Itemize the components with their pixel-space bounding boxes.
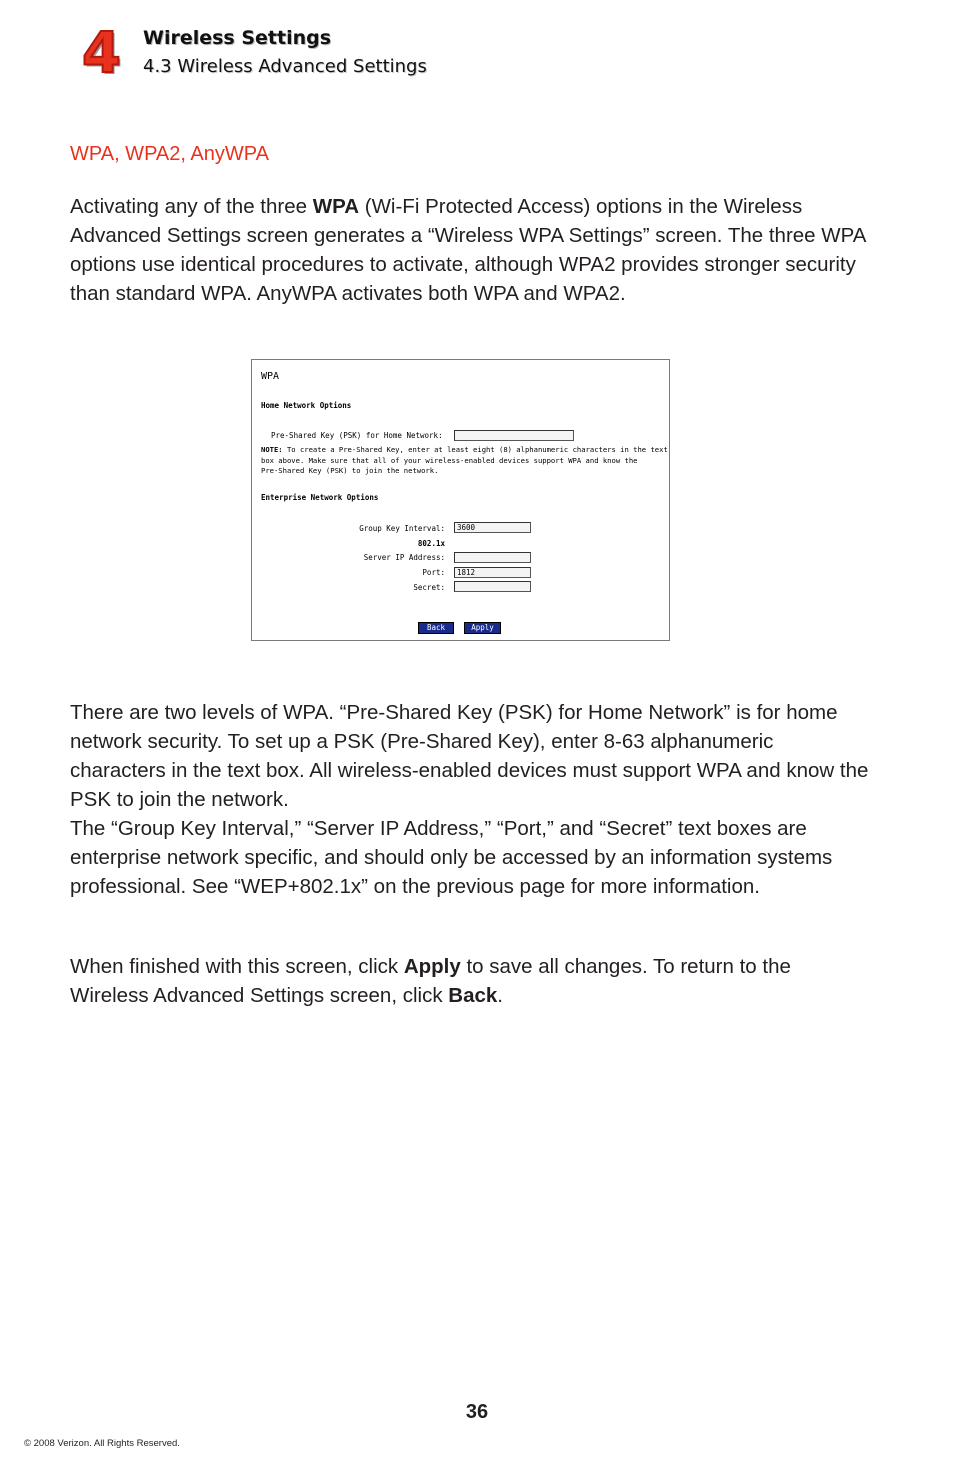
psk-label: Pre-Shared Key (PSK) for Home Network: — [271, 431, 443, 440]
section-subtitle: 4.3 Wireless Advanced Settings — [143, 56, 427, 77]
psk-input[interactable] — [454, 430, 574, 441]
port-label: Port: — [422, 568, 445, 577]
secret-input[interactable] — [454, 581, 531, 592]
group-key-input[interactable]: 3600 — [454, 522, 531, 533]
finish-instructions — [70, 952, 870, 1010]
finish-text-back: Back — [448, 984, 498, 1007]
note-line-3: Pre-Shared Key (PSK) to join the network. — [261, 466, 439, 475]
server-ip-label: Server IP Address: — [363, 553, 445, 562]
server-ip-input[interactable] — [454, 552, 531, 563]
psk-note — [261, 445, 668, 477]
wpa-settings-screenshot — [251, 359, 670, 641]
note-line-1: To create a Pre-Shared Key, enter at least eight (8) alphanumeric characters in the text — [282, 445, 668, 454]
note-label: NOTE: — [261, 445, 283, 454]
intro-text-wpa: WPA — [312, 195, 360, 218]
psk-explanation — [70, 698, 870, 901]
home-network-heading: Home Network Options — [261, 401, 352, 410]
page-number: 36 — [465, 1401, 489, 1423]
copyright-notice: © 2008 Verizon. All Rights Reserved. — [24, 1438, 180, 1449]
finish-text-c: to save all changes. To return to the Wireless Advanced Settings screen, click — [70, 955, 791, 1007]
section-heading: WPA, WPA2, AnyWPA — [70, 143, 269, 165]
chapter-number: 4 — [82, 21, 121, 86]
apply-button[interactable]: Apply — [464, 622, 501, 634]
psk-explanation-line-1: There are two levels of WPA. “Pre-Shared Key (PSK) for Home Network” is for home network security. To set up a PSK (Pre-Shared Key), enter 8-63 alphanumeric characters in the text box. All wireless-enabled devices must support WPA and know the PSK to join the network. — [70, 701, 869, 811]
enterprise-network-heading: Enterprise Network Options — [261, 493, 379, 502]
psk-explanation-line-2: The “Group Key Interval,” “Server IP Address,” “Port,” and “Secret” text boxes are enterprise network specific, and should only be accessed by an information systems professional. See “WEP+802.1x” on the previous page for more information. — [70, 817, 833, 898]
secret-label: Secret: — [413, 583, 445, 592]
intro-text-a: Activating any of the three — [70, 195, 313, 218]
dot1x-label: 802.1x — [417, 539, 445, 548]
wpa-screen-title: WPA — [261, 371, 280, 382]
finish-text-a: When finished with this screen, click — [70, 955, 404, 978]
finish-text-e: . — [497, 984, 503, 1007]
intro-paragraph — [70, 192, 870, 308]
group-key-label: Group Key Interval: — [359, 524, 445, 533]
note-line-2: box above. Make sure that all of your wireless-enabled devices support WPA and know the — [261, 455, 638, 465]
chapter-title: Wireless Settings — [143, 27, 332, 49]
finish-text-apply: Apply — [403, 955, 461, 978]
intro-text-c: (Wi-Fi Protected Access) options in the Wireless Advanced Settings screen generates a “Wireless WPA Settings” screen. The three WPA options use identical procedures to activate, although WPA2 provides stronger security than standard WPA. AnyWPA activates both WPA and WPA2. — [70, 195, 866, 305]
back-button[interactable]: Back — [418, 622, 454, 634]
port-input[interactable]: 1812 — [454, 567, 531, 578]
